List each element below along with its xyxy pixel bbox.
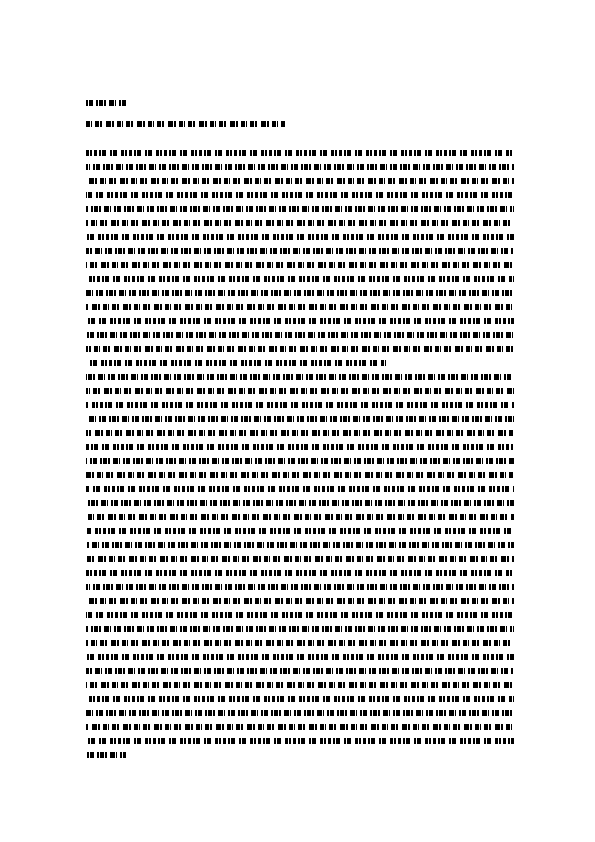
body-text-line	[86, 570, 514, 576]
body-text-glyphs	[86, 514, 514, 520]
body-text-glyphs	[86, 682, 514, 688]
body-text-line	[86, 290, 514, 296]
body-text-glyphs	[86, 318, 514, 324]
body-text-glyphs	[86, 654, 514, 660]
body-text-glyphs	[86, 696, 514, 702]
body-text-line	[86, 738, 514, 744]
body-text-line	[86, 220, 514, 226]
body-text-line	[86, 374, 514, 380]
body-text-glyphs	[86, 486, 514, 492]
body-text-line	[86, 752, 126, 758]
body-text-line	[86, 612, 514, 618]
body-text-line	[86, 626, 514, 632]
body-text-line	[86, 556, 514, 562]
body-text-glyphs	[86, 598, 514, 604]
body-text-glyphs	[86, 192, 514, 198]
body-text-line	[86, 206, 514, 212]
body-text-glyphs	[86, 458, 514, 464]
body-text-glyphs	[86, 416, 514, 422]
body-text-glyphs	[86, 290, 514, 296]
body-text-line	[86, 178, 514, 184]
body-text-line	[86, 444, 514, 450]
body-text-line	[86, 486, 514, 492]
body-text-glyphs	[86, 640, 514, 646]
body-text-line	[86, 696, 514, 702]
body-text-glyphs	[86, 584, 514, 590]
body-text-line	[86, 150, 514, 156]
body-text-line	[86, 318, 514, 324]
body-text-line	[86, 458, 514, 464]
body-text-glyphs	[86, 332, 514, 338]
body-text-glyphs	[86, 276, 514, 282]
heading-text-glyphs	[86, 100, 126, 106]
body-text-line	[86, 542, 514, 548]
body-text-glyphs	[86, 150, 514, 156]
body-text-line	[86, 360, 386, 366]
body-text-glyphs	[86, 234, 514, 240]
body-text-glyphs	[86, 360, 386, 366]
body-text-line	[86, 514, 514, 520]
body-text-glyphs	[86, 402, 514, 408]
body-text-glyphs	[86, 500, 514, 506]
body-text-glyphs	[86, 430, 514, 436]
body-text-line	[86, 248, 514, 254]
body-text-line	[86, 654, 514, 660]
document-heading	[86, 100, 126, 106]
body-text-glyphs	[86, 570, 514, 576]
body-text-glyphs	[86, 206, 514, 212]
body-text-glyphs	[86, 164, 514, 170]
body-text-glyphs	[86, 556, 514, 562]
body-text-glyphs	[86, 724, 514, 730]
body-text-glyphs	[86, 346, 514, 352]
body-text-glyphs	[86, 668, 514, 674]
body-text-glyphs	[86, 374, 514, 380]
body-text-line	[86, 682, 514, 688]
body-text-glyphs	[86, 528, 514, 534]
body-text-line	[86, 598, 514, 604]
body-text-glyphs	[86, 444, 514, 450]
body-text-glyphs	[86, 472, 514, 478]
body-text-line	[86, 192, 514, 198]
body-text-line	[86, 332, 514, 338]
subheading-text-glyphs	[86, 121, 286, 127]
body-text-glyphs	[86, 304, 514, 310]
body-text-line	[86, 276, 514, 282]
body-text-glyphs	[86, 738, 514, 744]
body-text-line	[86, 640, 514, 646]
body-text-line	[86, 388, 514, 394]
body-text-line	[86, 472, 514, 478]
body-text-glyphs	[86, 612, 514, 618]
body-text-glyphs	[86, 178, 514, 184]
body-text-line	[86, 416, 514, 422]
body-text-glyphs	[86, 388, 514, 394]
body-text-line	[86, 402, 514, 408]
body-text-glyphs	[86, 262, 514, 268]
body-text-glyphs	[86, 710, 514, 716]
body-text-glyphs	[86, 752, 126, 758]
body-text-line	[86, 346, 514, 352]
body-text-line	[86, 500, 514, 506]
body-text-line	[86, 262, 514, 268]
body-text-line	[86, 164, 514, 170]
body-text-line	[86, 304, 514, 310]
body-text-line	[86, 710, 514, 716]
document-subheading	[86, 121, 286, 127]
body-text-line	[86, 584, 514, 590]
body-text-glyphs	[86, 220, 514, 226]
body-text-line	[86, 724, 514, 730]
body-text-glyphs	[86, 626, 514, 632]
body-text-line	[86, 234, 514, 240]
body-text-line	[86, 668, 514, 674]
body-text-glyphs	[86, 248, 514, 254]
body-text-line	[86, 528, 514, 534]
body-text-line	[86, 430, 514, 436]
body-text-glyphs	[86, 542, 514, 548]
